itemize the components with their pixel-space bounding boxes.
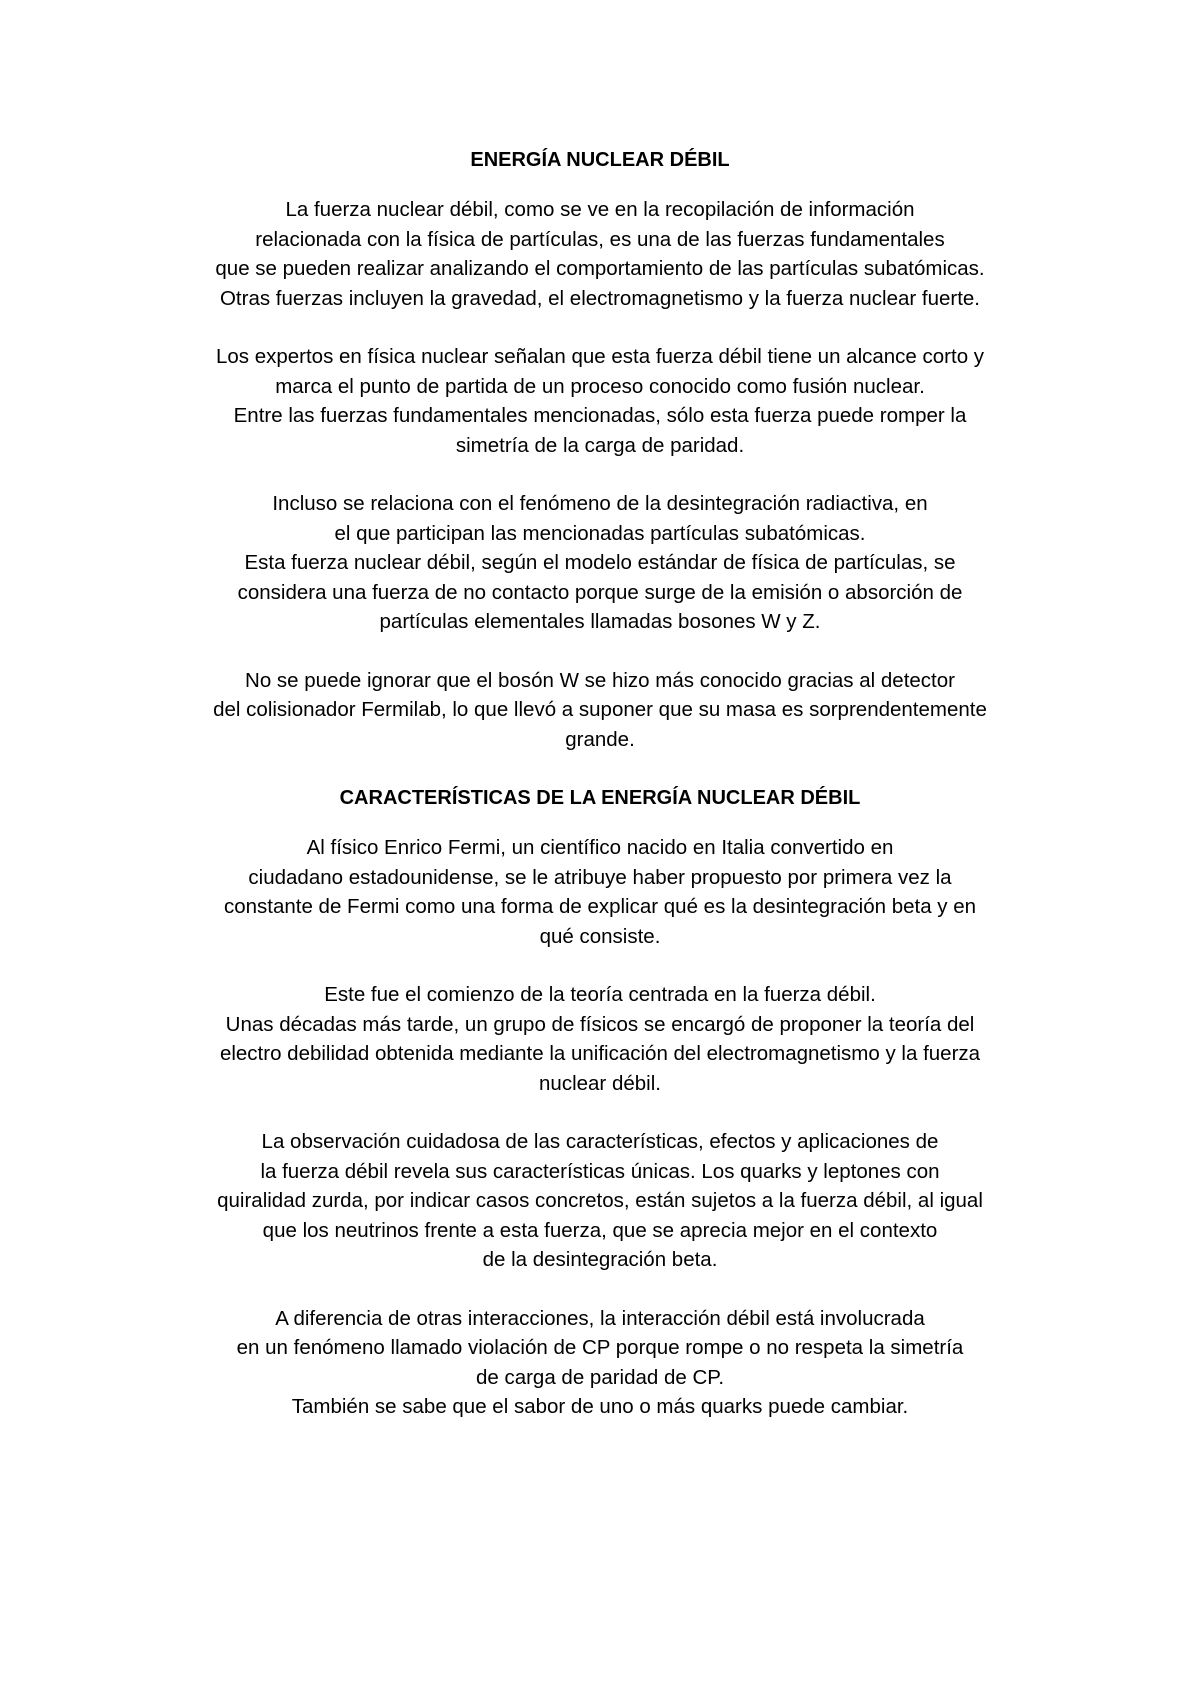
text-line: Unas décadas más tarde, un grupo de físicos se encargó de proponer la teoría del [225, 1012, 975, 1036]
text-line: nuclear débil. [539, 1071, 661, 1095]
section-heading: CARACTERÍSTICAS DE LA ENERGÍA NUCLEAR DÉBIL [339, 787, 861, 809]
text-line: constante de Fermi como una forma de explicar qué es la desintegración beta y en [223, 895, 977, 918]
text-line: ciudadano estadounidense, se le atribuye haber propuesto por primera vez la [248, 865, 952, 889]
document-body [150, 145, 1050, 1451]
text-line: También se sabe que el sabor de uno o más quarks puede cambiar. [291, 1395, 909, 1418]
text-line: simetría de la carga de paridad. [455, 433, 745, 457]
text-line: marca el punto de partida de un proceso conocido como fusión nuclear. [275, 374, 925, 398]
paragraph [150, 833, 1050, 951]
text-line: Al físico Enrico Fermi, un científico nacido en Italia convertido en [306, 836, 894, 859]
text-line: Otras fuerzas incluyen la gravedad, el electromagnetismo y la fuerza nuclear fuerte. [219, 286, 981, 310]
text-line: que los neutrinos frente a esta fuerza, que se aprecia mejor en el contexto [262, 1218, 938, 1242]
text-line: Los expertos en física nuclear señalan que esta fuerza débil tiene un alcance corto y [215, 345, 985, 368]
text-line: grande. [565, 727, 635, 751]
text-line: quiralidad zurda, por indicar casos concretos, están sujetos a la fuerza débil, al igual [217, 1189, 983, 1212]
text-line: electro debilidad obtenida mediante la unificación del electromagnetismo y la fuerza [219, 1042, 981, 1065]
text-line: de la desintegración beta. [482, 1248, 718, 1271]
text-line: relacionada con la física de partículas, es una de las fuerzas fundamentales [255, 227, 945, 251]
paragraph [150, 489, 1050, 637]
text-line: Esta fuerza nuclear débil, según el modelo estándar de física de partículas, se [244, 551, 956, 574]
paragraph [150, 1127, 1050, 1275]
text-line: La observación cuidadosa de las características, efectos y aplicaciones de [261, 1130, 939, 1153]
text-line: La fuerza nuclear débil, como se ve en la recopilación de información [285, 198, 915, 221]
paragraph [150, 666, 1050, 755]
text-line: en un fenómeno llamado violación de CP porque rompe o no respeta la simetría [236, 1336, 964, 1359]
text-line: el que participan las mencionadas partículas subatómicas. [334, 521, 866, 545]
text-line: que se pueden realizar analizando el comportamiento de las partículas subatómicas. [215, 257, 985, 280]
text-line: qué consiste. [539, 924, 661, 948]
text-line: Incluso se relaciona con el fenómeno de la desintegración radiactiva, en [272, 492, 928, 515]
text-line: partículas elementales llamadas bosones W y Z. [379, 610, 821, 633]
paragraph [150, 1304, 1050, 1422]
text-line: la fuerza débil revela sus características únicas. Los quarks y leptones con [260, 1159, 940, 1183]
text-line: de carga de paridad de CP. [475, 1365, 725, 1389]
text-line: No se puede ignorar que el bosón W se hizo más conocido gracias al detector [245, 668, 955, 692]
text-line: A diferencia de otras interacciones, la interacción débil está involucrada [275, 1306, 925, 1330]
text-line: Entre las fuerzas fundamentales mencionadas, sólo esta fuerza puede romper la [233, 404, 967, 427]
text-line: Este fue el comienzo de la teoría centrada en la fuerza débil. [324, 983, 876, 1006]
paragraph [150, 980, 1050, 1098]
text-line: del colisionador Fermilab, lo que llevó a suponer que su masa es sorprendentemente [213, 698, 987, 721]
paragraph [150, 195, 1050, 313]
document-title: ENERGÍA NUCLEAR DÉBIL [470, 149, 730, 171]
text-line: considera una fuerza de no contacto porque surge de la emisión o absorción de [237, 580, 963, 604]
paragraph [150, 342, 1050, 460]
